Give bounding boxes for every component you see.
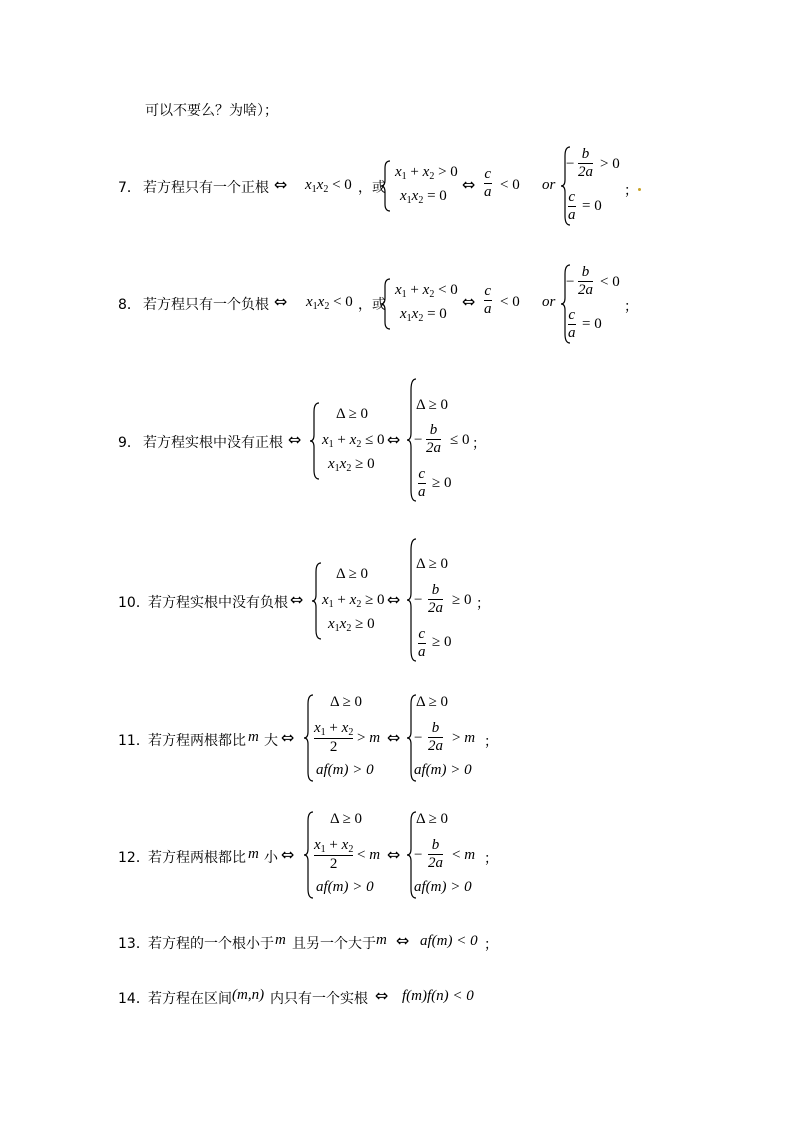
iff-symbol: ⇔ bbox=[281, 728, 295, 747]
formula: $x_1x_2 \ge 0$ bbox=[328, 616, 375, 634]
formula: < 0 bbox=[500, 177, 520, 193]
item-text: 若方程的一个根小于 bbox=[148, 936, 274, 952]
formula: Δ ≥ 0 bbox=[330, 811, 363, 827]
formula: > m bbox=[357, 730, 381, 746]
variable-m: m bbox=[275, 932, 286, 948]
fraction-c-a: c a bbox=[484, 283, 492, 317]
item-number: 12． bbox=[118, 850, 150, 866]
item-number: 9． bbox=[118, 435, 141, 451]
brace-icon bbox=[304, 694, 314, 782]
brace-icon bbox=[310, 402, 320, 480]
formula: $x_1x_2 < 0$ bbox=[305, 177, 352, 195]
item-text: 大 bbox=[264, 733, 278, 749]
or-text: ，或 bbox=[358, 180, 386, 196]
formula: $x_1x_2 = 0$ bbox=[400, 306, 447, 324]
fraction-b-2a: b 2a bbox=[428, 720, 443, 754]
item-text: 若方程实根中没有正根 bbox=[143, 435, 283, 451]
iff-symbol: ⇔ bbox=[290, 590, 304, 609]
end-punct: ； bbox=[484, 851, 498, 867]
formula: ≥ 0 bbox=[432, 475, 452, 491]
iff-symbol: ⇔ bbox=[387, 845, 401, 864]
fraction-c-a: c a bbox=[484, 166, 492, 200]
item-number: 10． bbox=[118, 595, 150, 611]
iff-symbol: ⇔ bbox=[274, 175, 288, 194]
formula: $x_1x_2 \ge 0$ bbox=[328, 456, 375, 474]
intro-text: 可以不要么？为啥）； bbox=[145, 103, 278, 119]
formula: Δ ≥ 0 bbox=[336, 406, 369, 422]
fraction-b-2a: b 2a bbox=[578, 264, 593, 298]
end-punct: ； bbox=[476, 596, 490, 612]
formula: − bbox=[414, 432, 423, 448]
formula: $x_1 + x_2 \le 0$ bbox=[322, 432, 385, 450]
formula: Δ ≥ 0 bbox=[416, 556, 449, 572]
formula: Δ ≥ 0 bbox=[336, 566, 369, 582]
end-punct: ； bbox=[484, 734, 498, 750]
formula: − bbox=[414, 730, 423, 746]
item-text: 若方程实根中没有负根 bbox=[148, 595, 288, 611]
iff-symbol: ⇔ bbox=[288, 430, 302, 449]
item-number: 14． bbox=[118, 991, 150, 1007]
iff-symbol: ⇔ bbox=[387, 430, 401, 449]
formula: ≤ 0 bbox=[450, 432, 470, 448]
mark-dot-icon bbox=[638, 188, 641, 191]
item-text: 若方程两根都比 bbox=[148, 733, 246, 749]
item-text: 内只有一个实根 bbox=[270, 991, 368, 1007]
iff-symbol: ⇔ bbox=[387, 728, 401, 747]
brace-icon bbox=[381, 278, 391, 330]
iff-symbol: ⇔ bbox=[281, 845, 295, 864]
item-text: 若方程只有一个正根 bbox=[143, 180, 269, 196]
formula: = 0 bbox=[582, 316, 602, 332]
end-punct: ； bbox=[624, 299, 638, 315]
or-text: ，或 bbox=[358, 297, 386, 313]
brace-icon bbox=[304, 811, 314, 899]
iff-symbol: ⇔ bbox=[274, 292, 288, 311]
formula: ≥ 0 bbox=[432, 634, 452, 650]
formula: − bbox=[414, 592, 423, 608]
item-text: 若方程只有一个负根 bbox=[143, 297, 269, 313]
iff-symbol: ⇔ bbox=[387, 590, 401, 609]
fraction-x1-plus-x2-over-2: $x_1 + x_2$ 2 bbox=[314, 837, 354, 872]
iff-symbol: ⇔ bbox=[462, 175, 476, 194]
formula: f(m)f(n) < 0 bbox=[402, 988, 474, 1004]
formula: Δ ≥ 0 bbox=[416, 397, 449, 413]
variable-m: m bbox=[248, 846, 259, 862]
formula: ≥ 0 bbox=[452, 592, 472, 608]
formula: > 0 bbox=[600, 156, 620, 172]
fraction-b-2a: b 2a bbox=[426, 422, 441, 456]
fraction-c-a: c a bbox=[418, 466, 426, 500]
formula: > m bbox=[452, 730, 476, 746]
brace-icon bbox=[381, 160, 391, 212]
iff-symbol: ⇔ bbox=[462, 292, 476, 311]
formula: − bbox=[414, 847, 423, 863]
fraction-b-2a: b 2a bbox=[428, 582, 443, 616]
formula: $x_1x_2 = 0$ bbox=[400, 188, 447, 206]
end-punct: ； bbox=[624, 183, 638, 199]
formula: Δ ≥ 0 bbox=[416, 811, 449, 827]
item-number: 13． bbox=[118, 936, 150, 952]
formula: < 0 bbox=[500, 294, 520, 310]
brace-icon bbox=[312, 562, 322, 640]
item-number: 8． bbox=[118, 297, 141, 313]
formula: Δ ≥ 0 bbox=[416, 694, 449, 710]
formula: $x_1 + x_2 < 0$ bbox=[395, 282, 458, 300]
item-text: 小 bbox=[264, 850, 278, 866]
variable-m: m bbox=[376, 932, 387, 948]
end-punct: ； bbox=[484, 937, 498, 953]
formula: = 0 bbox=[582, 198, 602, 214]
fraction-c-a: c a bbox=[418, 626, 426, 660]
item-text: 且另一个大于 bbox=[292, 936, 376, 952]
formula: < 0 bbox=[600, 274, 620, 290]
formula: − bbox=[566, 274, 575, 290]
item-number: 7． bbox=[118, 180, 141, 196]
fraction-c-a: c a bbox=[568, 189, 576, 223]
fraction-b-2a: b 2a bbox=[428, 837, 443, 871]
or-word: or bbox=[542, 294, 556, 310]
iff-symbol: ⇔ bbox=[375, 986, 389, 1005]
formula: − bbox=[566, 156, 575, 172]
formula: < m bbox=[452, 847, 476, 863]
formula: $x_1 + x_2 > 0$ bbox=[395, 164, 458, 182]
formula: $x_1 + x_2 \ge 0$ bbox=[322, 592, 385, 610]
item-text: 若方程两根都比 bbox=[148, 850, 246, 866]
formula: af(m) < 0 bbox=[420, 933, 478, 949]
formula: $x_1x_2 < 0$ bbox=[306, 294, 353, 312]
item-text: 若方程在区间 bbox=[148, 991, 232, 1007]
formula: < m bbox=[357, 847, 381, 863]
formula: af(m) > 0 bbox=[316, 762, 374, 778]
formula: Δ ≥ 0 bbox=[330, 694, 363, 710]
interval: (m,n) bbox=[232, 987, 265, 1003]
iff-symbol: ⇔ bbox=[396, 931, 410, 950]
item-number: 11． bbox=[118, 733, 150, 749]
fraction-x1-plus-x2-over-2: $x_1 + x_2$ 2 bbox=[314, 720, 354, 755]
fraction-c-a: c a bbox=[568, 307, 576, 341]
formula: af(m) > 0 bbox=[414, 762, 472, 778]
formula: af(m) > 0 bbox=[414, 879, 472, 895]
fraction-b-2a: b 2a bbox=[578, 146, 593, 180]
end-punct: ； bbox=[472, 436, 486, 452]
or-word: or bbox=[542, 177, 556, 193]
variable-m: m bbox=[248, 729, 259, 745]
formula: af(m) > 0 bbox=[316, 879, 374, 895]
